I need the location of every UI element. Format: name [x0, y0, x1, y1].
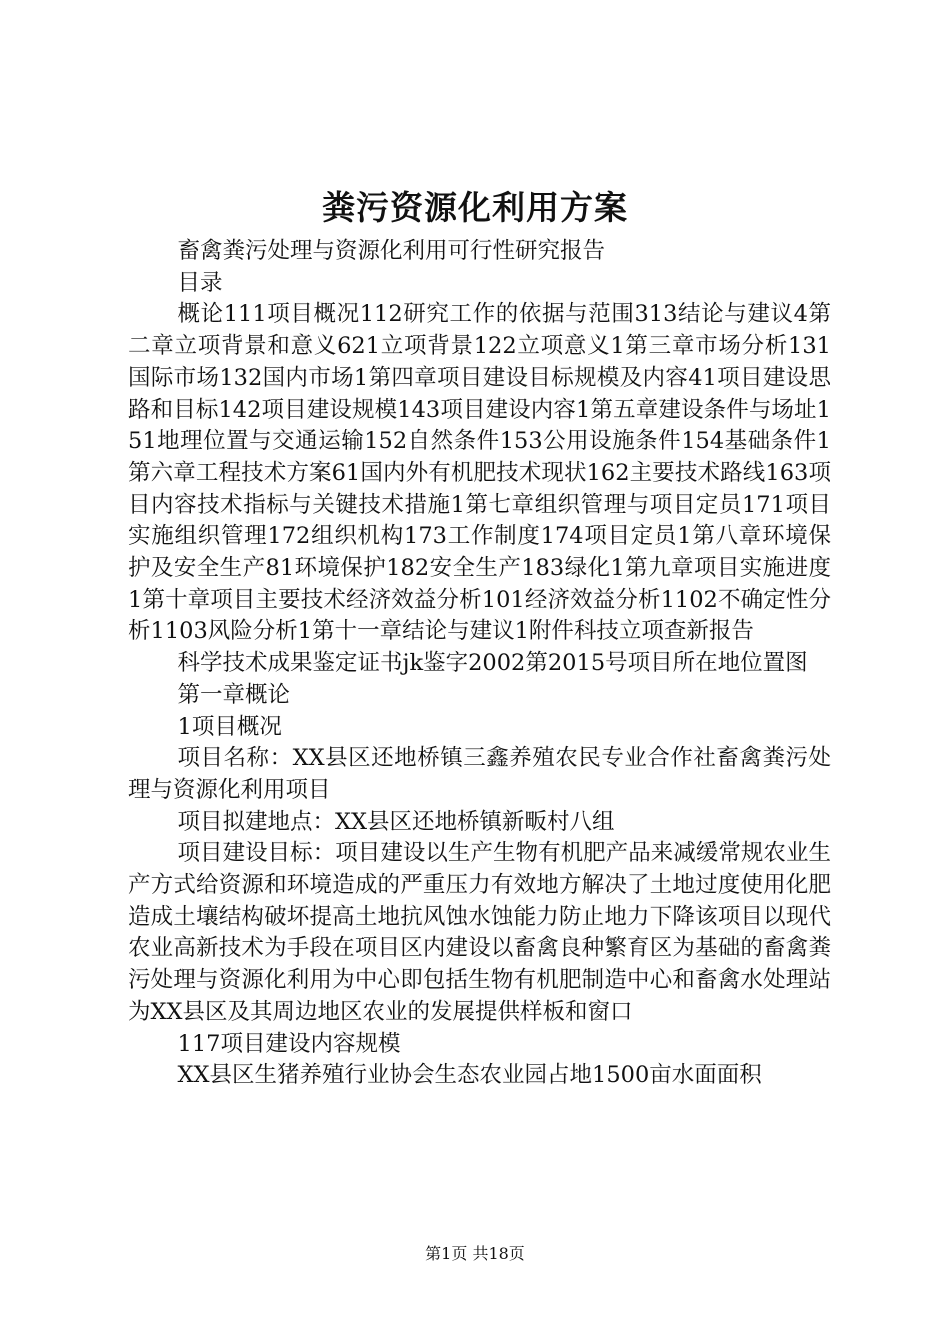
paragraph-land-area: XX县区生猪养殖行业协会生态农业园占地1500亩水面面积 [177, 1062, 762, 1089]
paragraph-report-title: 畜禽粪污处理与资源化利用可行性研究报告 [177, 238, 606, 264]
paragraph-certificate: 科学技术成果鉴定证书jk鉴字2002第2015号项目所在地位置图 [177, 650, 808, 677]
paragraph-toc-entries: 概论111项目概况112研究工作的依据与范围313结论与建议4第二章立项背景和意义621立项背景122立项意义1第三章市场分析131国际市场132国内市场1第四章项目建设目标规模及内容41项目建设思路和目标142项目建设规模143项目建设内容1第五章建设条件与场址151地理位置与交通运输152自然条件153公用设施条件154基础条件1第六章工程技术方案61国内外有机肥技术现状162主要技术路线163项目内容技术指标与关键技术措施1第七章组织管理与项目定员171项目实施组织管理172组织机构173工作制度174项目定员1第八章环境保护及安全生产81环境保护182安全生产183绿化1第九章项目实施进度1第十章项目主要技术经济效益分析101经济效益分析1102不确定性分析1103风险分析1第十一章结论与建议1附件科技立项查新报告 [128, 301, 831, 645]
page-footer: 第1页 共18页 [425, 1244, 525, 1263]
document-body [128, 236, 831, 1092]
paragraph-toc-heading: 目录 [177, 269, 223, 296]
paragraph-subsection-heading: 117项目建设内容规模 [177, 1030, 401, 1057]
paragraph-section-heading: 1项目概况 [177, 713, 282, 740]
paragraph-project-name: 项目名称：XX县区还地桥镇三鑫养殖农民专业合作社畜禽粪污处理与资源化利用项目 [128, 745, 831, 803]
paragraph-chapter-heading: 第一章概论 [177, 681, 291, 708]
paragraph-project-goal: 项目建设目标：项目建设以生产生物有机肥产品来减缓常规农业生产方式给资源和环境造成的严重压力有效地方解决了土地过度使用化肥造成土壤结构破坏提高土地抗风蚀水蚀能力防止地力下降该项目以现代农业高新技术为手段在项目区内建设以畜禽良种繁育区为基础的畜禽粪污处理与资源化利用为中心即包括生物有机肥制造中心和畜禽水处理站为XX县区及其周边地区农业的发展提供样板和窗口 [128, 840, 831, 1025]
paragraph-project-location: 项目拟建地点：XX县区还地桥镇新畈村八组 [177, 808, 615, 835]
document-title: 粪污资源化利用方案 [322, 188, 628, 227]
